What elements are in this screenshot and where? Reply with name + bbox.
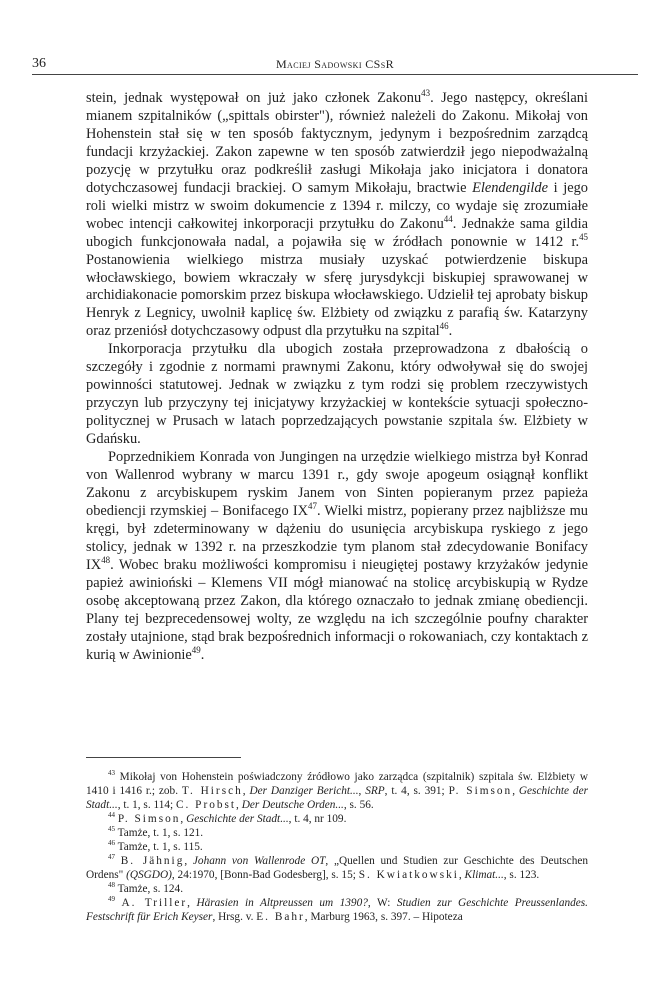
- footnote-divider: [86, 757, 241, 758]
- footnotes: [86, 770, 588, 924]
- footnote-ref-44: 44: [443, 213, 453, 224]
- footnote-45: $^{45}$ Tamże, t. 1, s. 121.: [108, 825, 204, 839]
- footnote-46: $^{46}$ Tamże, t. 1, s. 115.: [108, 839, 203, 853]
- paragraph-2: Inkorporacja przytułku dla ubogich została przeprowadzona z dbałością o szczegóły i zgodnie z normami prawnymi Zakonu, który odwoływał się do swojej powinności statutowej. Jednak w związku z tym rodzi się problem rzeczywistych przyczyn lub przyczyny tej inicjatywy krzyżackiej w kontekście sytuacji społeczno-politycznej w Prusach w latach poprzedzających powstanie szpitala św. Elżbiety w Gdańsku.: [86, 341, 588, 448]
- running-head: Maciej Sadowski CSsR: [275, 57, 395, 71]
- footnote-48: $^{48}$ Tamże, s. 124.: [108, 881, 184, 895]
- footnote-ref-49: 49: [191, 644, 201, 655]
- footnote-47: $^{47}$ B. Jähnig, Johann von Wallenrode OT, „Quellen und Studien zur Geschichte des Deutschen Ordens" (QSGDO), 24:1970, [Bonn-Bad Godesberg], s. 15; S. Kwiatkowski, Klimat..., s. 123.: [86, 853, 588, 881]
- footnote-43: $^{43}$ Mikołaj von Hohenstein poświadczony źródłowo jako zarządca (szpitalnik) szpitala św. Elżbiety w 1410 i 1416 r.; zob. T. Hirsch, Der Danziger Bericht..., SRP, t. 4, s. 391; P. Simson, Geschichte der Stadt..., t. 1, s. 114; C. Probst, Der Deutsche Orden..., s. 56.: [86, 769, 588, 811]
- footnote-ref-46: 46: [439, 321, 449, 332]
- footnote-ref-45: 45: [579, 231, 588, 242]
- page-header: [32, 56, 638, 75]
- footnote-ref-43: 43: [421, 88, 431, 99]
- footnote-ref-47: 47: [308, 501, 317, 512]
- footnote-ref-48: 48: [101, 554, 111, 565]
- paragraph-3: Poprzednikiem Konrada von Jungingen na urzędzie wielkiego mistrza był Konrad von Wallenrod wybrany w marcu 1391 r., gdy swoje apogeum osiągnął konflikt Zakonu z arcybiskupem ryskim Janem von Sinten popieranym przez papieża obediencji rzymskiej – Bonifacego IX$^{47}$. Wielki mistrz, popierany przez najbliższe mu kręgi, był zdeterminowany w dążeniu do usunięcia arcybiskupa ryskiego z jego stolicy, jednak w 1392 r. na przeszkodzie tym planom stał zdecydowanie Bonifacy IX$^{48}$. Wobec braku możliwości kompromisu i nieugiętej postawy krzyżaków jedynie papież awinioński – Klemens VII mógł mianować na stolicę arcybiskupią w Rydze osobę akceptowaną przez Zakon, dla którego oznaczało to jednak zmianę obediencji. Plany tej bezprecedensowej wolty, ze względu na ich szczególnie poufny charakter zostały utajnione, stąd brak bezpośrednich informacji o rokowaniach, czy kontaktach z kurią w Awinionie$^{49}$.: [86, 449, 588, 663]
- footnote-44: $^{44}$ P. Simson, Geschichte der Stadt..., t. 4, nr 109.: [108, 811, 347, 825]
- paragraph-1: stein, jednak występował on już jako członek Zakonu$^{43}$. Jego następcy, określani mianem szpitalników („spittals obirster"), również należeli do Zakonu. Mikołaj von Hohenstein stał się w ten sposób faktycznym, jedynym i bezpośrednim zarządcą fundacji krzyżackiej. Zakon zapewne w ten sposób zatwierdził jego niepodważalną pozycję w przytułku oraz podkreślił zasługi Mikołaja jako inicjatora i donatora dotychczasowej fundacji brackiej. O samym Mikołaju, bractwie Elendengilde i jego roli wielki mistrz w swoim dokumencie z 1394 r. milczy, co wydaje się zrozumiałe wobec intencji całkowitej inkorporacji przytułku do Zakonu$^{44}$. Jednakże sama gildia ubogich funkcjonowała nadal, a pojawiła się w źródłach ponownie w 1412 r.$^{45}$ Postanowienia wielkiego mistrza musiały uzyskać potwierdzenie biskupa włocławskiego, bowiem wkraczały w sferę jurysdykcji biskupiej sprawowanej w archidiakonacie pomorskim przez biskupa włocławskiego. Udzielił tej aprobaty biskup Henryk z Legnicy, uwolnił kaplicę św. Elżbiety od związku z parafią św. Katarzyny oraz przeniósł dotychczasowy odpust dla przytułku na szpital$^{46}$.: [86, 88, 589, 340]
- page-number: 36: [32, 56, 46, 71]
- footnote-49: $^{49}$ A. Triller, Härasien in Altpreussen um 1390?, W: Studien zur Geschichte Preussenlandes. Festschrift für Erich Keyser, Hrsg. v. E. Bahr, Marburg 1963, s. 397. – Hipoteza: [86, 895, 589, 923]
- term-elendengilde: Elendengilde: [472, 179, 548, 196]
- main-text: [86, 90, 588, 665]
